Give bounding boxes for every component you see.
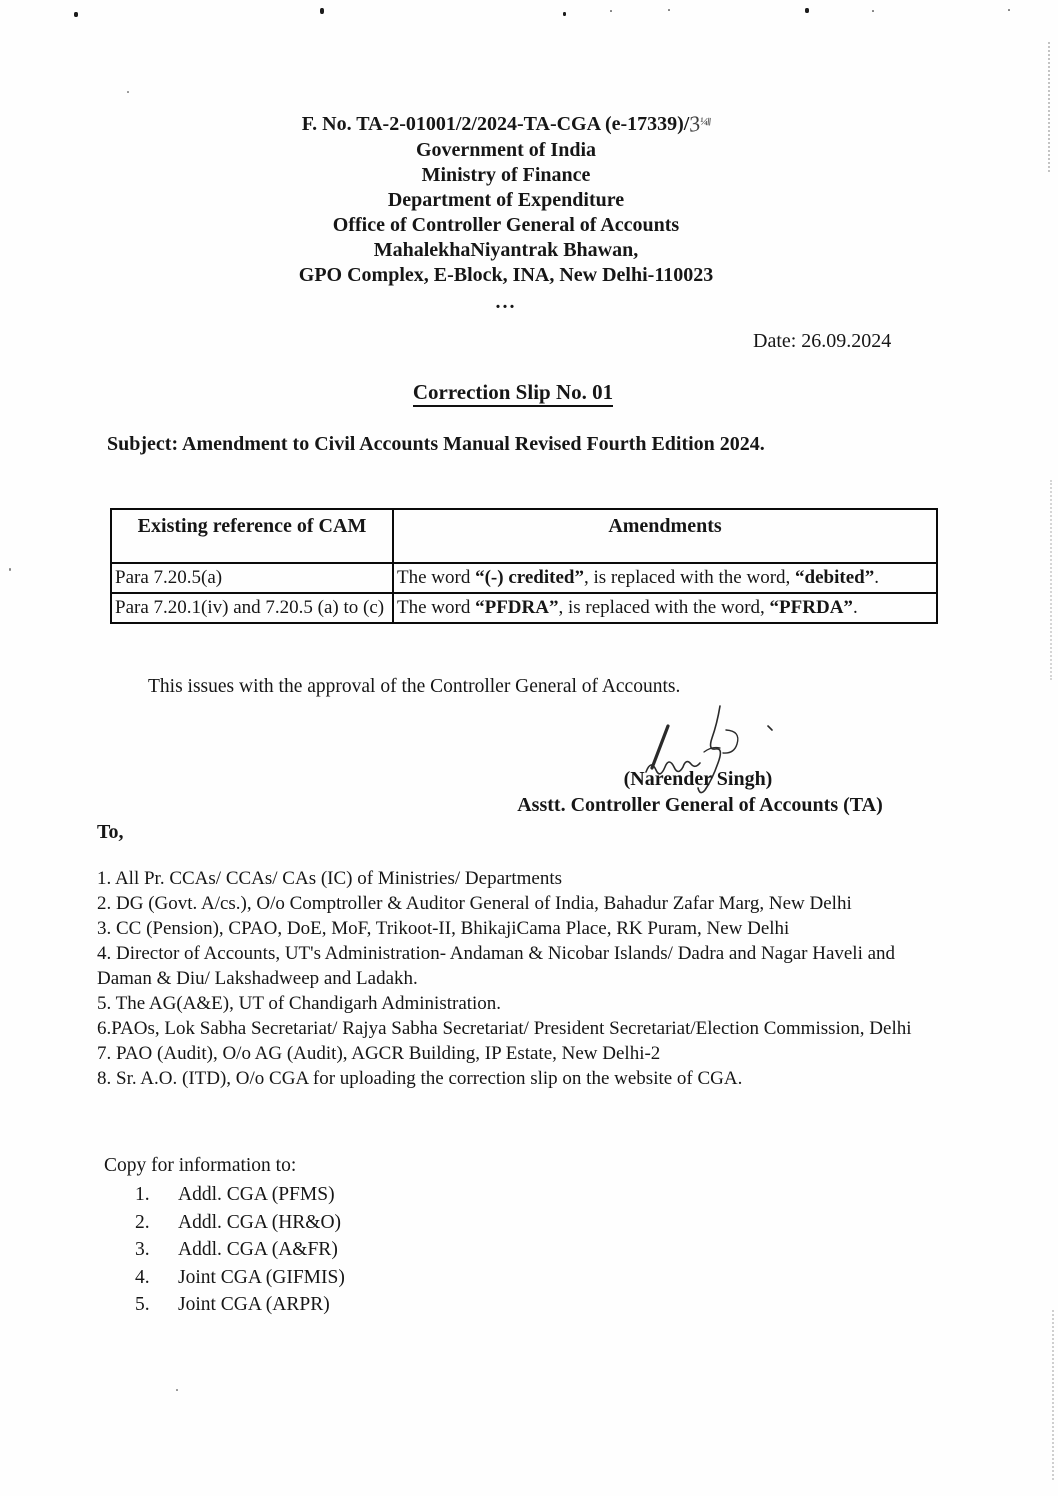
amendment-text: , is replaced with the word, xyxy=(583,567,796,588)
addressee-item: 1. All Pr. CCAs/ CCAs/ CAs (IC) of Ministries/ Departments xyxy=(97,868,562,889)
letterhead xyxy=(6,110,1006,315)
copy-item xyxy=(135,1294,345,1322)
addressee-item: 4. Director of Accounts, UT's Administration- Andaman & Nicobar Islands/ Dadra and Nagar Haveli and Daman & Diu/ Lakshadweep and Ladakh. xyxy=(97,943,896,989)
amendments-table xyxy=(110,508,938,624)
addressee-item: 6.PAOs, Lok Sabha Secretariat/ Rajya Sabha Secretariat/ President Secretariat/Election Commission, Delhi xyxy=(97,1018,912,1039)
amendment-new-word: “PFRDA” xyxy=(769,597,853,618)
handwritten-annotation: 3 xyxy=(687,110,703,137)
to-label: To, xyxy=(97,821,124,843)
copy-item-label: Addl. CGA (PFMS) xyxy=(178,1184,335,1205)
copy-item xyxy=(135,1239,345,1267)
cam-reference-cell: Para 7.20.1(iv) and 7.20.5 (a) to (c) xyxy=(111,593,393,623)
subject-line: Subject: Amendment to Civil Accounts Manual Revised Fourth Edition 2024. xyxy=(107,433,765,455)
amendment-old-word: “PFDRA” xyxy=(475,597,559,618)
scan-artifact xyxy=(320,8,324,14)
table-row xyxy=(111,563,937,593)
copy-item-number: 5. xyxy=(135,1294,150,1315)
scan-artifact xyxy=(176,1389,178,1391)
copy-item-label: Addl. CGA (A&FR) xyxy=(178,1239,338,1260)
scan-artifact xyxy=(668,9,670,11)
scan-artifact xyxy=(9,568,11,571)
letterhead-lines xyxy=(6,138,1006,288)
copy-item-number: 1. xyxy=(135,1184,150,1205)
copy-item xyxy=(135,1212,345,1240)
copy-item-number: 4. xyxy=(135,1266,150,1288)
letterhead-line: Department of Expenditure xyxy=(387,189,625,211)
copy-item xyxy=(135,1267,345,1295)
table-header-row xyxy=(111,509,937,563)
scan-artifact xyxy=(1008,9,1010,11)
amendment-text: The word xyxy=(397,597,476,618)
document-title-text: Correction Slip No. 01 xyxy=(413,380,613,407)
copy-item-number: 3. xyxy=(135,1239,150,1260)
scan-artifact xyxy=(610,10,612,12)
letterhead-line: MahalekhaNiyantrak Bhawan, xyxy=(373,239,639,261)
scan-edge-noise xyxy=(1048,42,1050,172)
letterhead-line: Ministry of Finance xyxy=(421,164,591,186)
amendment-text: . xyxy=(874,567,879,588)
amendment-text: , is replaced with the word, xyxy=(558,597,770,618)
file-number: F. No. TA-2-01001/2/2024-TA-CGA (e-17339)/ xyxy=(301,113,690,135)
date-line: Date: 26.09.2024 xyxy=(753,330,892,352)
addressee-list xyxy=(97,866,935,1091)
addressee-item: 2. DG (Govt. A/cs.), O/o Comptroller & Auditor General of India, Bahadur Zafar Marg, New Delhi xyxy=(97,893,852,914)
copy-item-label: Addl. CGA (HR&O) xyxy=(178,1211,342,1233)
amendment-new-word: “debited” xyxy=(795,567,875,588)
letterhead-line: Office of Controller General of Accounts xyxy=(332,214,680,236)
cam-reference-cell: Para 7.20.5(a) xyxy=(111,563,393,593)
addressee-item: 3. CC (Pension), CPAO, DoE, MoF, Trikoot-II, BhikajiCama Place, RK Puram, New Delhi xyxy=(97,918,790,939)
amendment-cell xyxy=(393,593,937,623)
approval-statement: This issues with the approval of the Controller General of Accounts. xyxy=(148,676,681,697)
column-header-amendments: Amendments xyxy=(393,509,937,563)
signatory-designation: Asstt. Controller General of Accounts (TA) xyxy=(517,794,883,816)
scan-artifact xyxy=(805,8,809,13)
scan-artifact xyxy=(74,12,78,17)
copy-item-label: Joint CGA (ARPR) xyxy=(178,1294,330,1315)
scan-artifact xyxy=(872,10,874,12)
amendment-old-word: “(-) credited” xyxy=(475,567,584,588)
copy-item-number: 2. xyxy=(135,1211,150,1233)
scan-artifact xyxy=(127,91,129,93)
scan-edge-noise xyxy=(1050,480,1052,680)
document-title xyxy=(0,380,1026,405)
addressee-item: 8. Sr. A.O. (ITD), O/o CGA for uploading the correction slip on the website of CGA. xyxy=(97,1068,743,1089)
column-header-existing-reference: Existing reference of CAM xyxy=(111,509,393,563)
copy-item xyxy=(135,1184,345,1212)
separator-dots: ... xyxy=(495,291,517,313)
amendment-text: . xyxy=(852,597,858,618)
copy-list xyxy=(135,1184,345,1322)
letterhead-line: Government of India xyxy=(416,139,596,161)
addressee-item: 5. The AG(A&E), UT of Chandigarh Administration. xyxy=(97,993,502,1014)
addressee-item: 7. PAO (Audit), O/o AG (Audit), AGCR Building, IP Estate, New Delhi-2 xyxy=(97,1043,661,1064)
scan-edge-noise xyxy=(1052,1310,1054,1480)
letterhead-line: GPO Complex, E-Block, INA, New Delhi-110023 xyxy=(298,264,714,286)
amendment-cell xyxy=(393,563,937,593)
file-number-line xyxy=(6,110,1006,137)
handwritten-marks: ¼‖ xyxy=(699,115,711,129)
copy-item-label: Joint CGA (GIFMIS) xyxy=(178,1266,345,1288)
table-row xyxy=(111,593,937,623)
scan-artifact xyxy=(563,12,566,16)
amendment-text: The word xyxy=(397,567,476,588)
copy-label: Copy for information to: xyxy=(104,1155,297,1176)
signatory-name: (Narender Singh) xyxy=(623,768,773,790)
